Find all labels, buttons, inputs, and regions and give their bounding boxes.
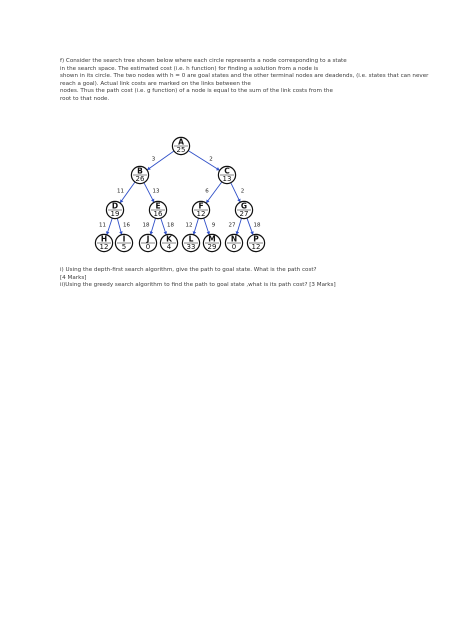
tree-node-G [235,201,252,218]
link-cost-label: 9 [211,222,216,229]
link-cost-label: 2 [209,156,213,163]
node-label: F [198,201,204,211]
tree-node-J [139,234,156,251]
link-cost-label: 3 [151,156,156,163]
tree-nodes [95,137,264,251]
question-line: ii)Using the greedy search algorithm to find the path to goal state ,what is its path cost? [3 Marks] [60,282,336,289]
node-h-value: 5 [121,243,127,252]
tree-node-A [172,137,189,154]
question-line: [4 Marks] [60,274,87,281]
link-cost-label: 27 [228,222,236,229]
node-label: E [155,201,161,211]
tree-node-B [131,166,148,183]
link-cost-label: 2 [240,188,245,195]
tree-node-E [149,201,166,218]
node-h-value: 25 [176,146,186,155]
node-label: K [166,234,172,244]
tree-edge-arrowhead [120,199,123,203]
node-h-value: 12 [251,243,261,252]
link-cost-label: 18 [142,222,150,229]
tree-node-C [218,166,235,183]
node-label: J [146,234,150,244]
node-label: C [224,166,230,176]
node-h-value: 12 [196,210,206,219]
tree-edges [99,151,261,235]
link-cost-label: 16 [123,222,130,229]
node-h-value: 4 [166,243,172,252]
node-label: L [188,234,194,244]
tree-node-I [115,234,132,251]
node-h-value: 13 [222,175,232,184]
link-cost-label: 11 [117,188,124,195]
tree-node-M [203,234,220,251]
intro-line: f) Consider the search tree shown below where each circle represents a node corresponding to a state [60,58,347,64]
intro-line: in the search space. The estimated cost (i.e. h function) for finding a solution from a node is [60,65,319,72]
node-h-value: 0 [145,243,151,252]
node-label: P [253,234,259,244]
node-label: A [178,137,184,147]
node-label: D [111,201,119,211]
intro-line: nodes. Thus the path cost (i.e. g function) of a node is equal to the sum of the link costs from the [60,88,333,95]
node-h-value: 0 [231,243,237,252]
node-h-value: 26 [135,175,145,184]
node-h-value: 12 [99,243,109,252]
node-h-value: 16 [153,210,163,219]
node-h-value: 33 [186,243,196,252]
questions [60,267,420,290]
tree-node-D [106,201,123,218]
tree-node-P [247,234,264,251]
tree-node-H [95,234,112,251]
node-h-value: 19 [110,210,120,219]
link-cost-label: 18 [167,222,174,229]
node-label: G [240,201,248,211]
node-label: B [137,166,143,176]
tree-edge-A-C [188,151,219,171]
node-label: I [122,234,126,244]
tree-edge-C-G [231,183,240,203]
link-cost-label: 6 [205,188,209,195]
link-cost-label: 13 [152,188,160,195]
node-h-value: 29 [207,243,217,252]
intro-line: reach a goal). Actual link costs are marked on the links between the [60,80,251,87]
intro-line: shown in its circle. The two nodes with h = 0 are goal states and the other terminal nodes are deadends, (i.e. states that can never [60,73,429,80]
node-h-value: 27 [239,210,249,219]
node-label: M [208,234,216,244]
link-cost-label: 11 [99,222,106,229]
node-label: N [230,234,238,244]
tree-node-L [182,234,199,251]
intro-line: root to that node. [60,95,110,102]
question-line: i) Using the depth-first search algorithm, give the path to goal state. What is the path cost? [60,267,317,273]
tree-node-F [192,201,209,218]
node-label: H [100,234,108,244]
link-cost-label: 12 [185,222,193,229]
link-cost-label: 18 [253,222,261,229]
tree-node-K [160,234,177,251]
tree-node-N [225,234,242,251]
